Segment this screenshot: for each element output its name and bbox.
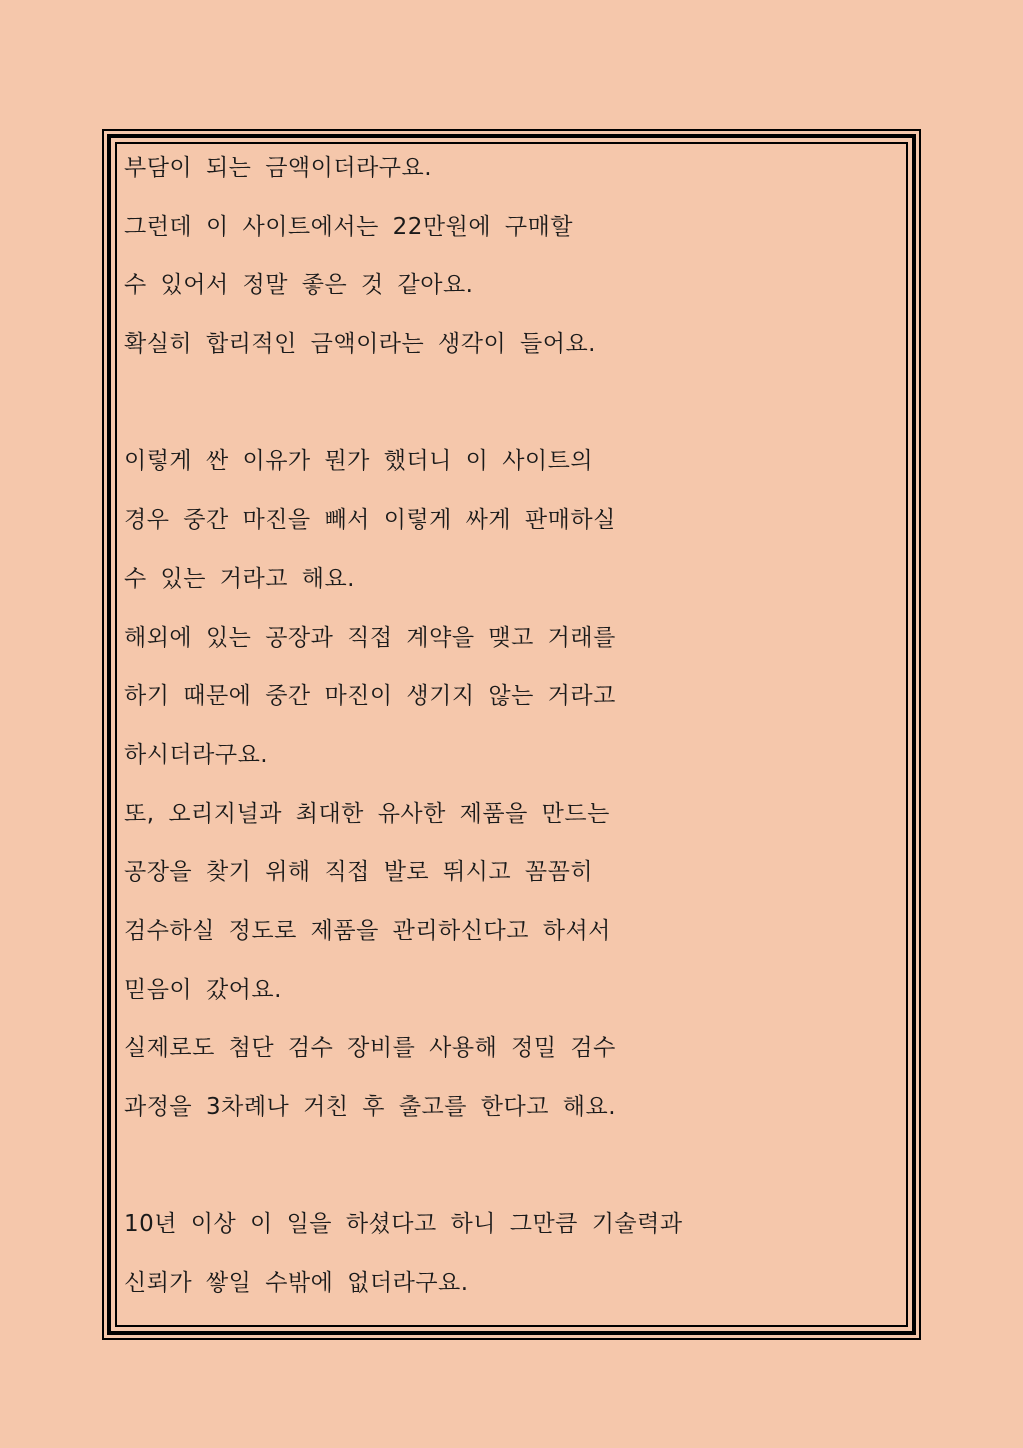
text-line: 신뢰가 쌓일 수밖에 없더라구요. <box>124 1270 469 1297</box>
document-body <box>124 139 884 1313</box>
text-line: 해외에 있는 공장과 직접 계약을 맺고 거래를 <box>124 624 616 651</box>
text-line: 10년 이상 이 일을 하셨다고 하니 그만큼 기술력과 <box>124 1211 683 1238</box>
text-line: 이렇게 싼 이유가 뭔가 했더니 이 사이트의 <box>124 448 594 475</box>
blank-line <box>124 1137 884 1196</box>
text-line: 수 있어서 정말 좋은 것 같아요. <box>124 272 474 299</box>
text-line: 또, 오리지널과 최대한 유사한 제품을 만드는 <box>124 800 610 827</box>
text-line: 부담이 되는 금액이더라구요. <box>124 155 433 181</box>
text-line: 하기 때문에 중간 마진이 생기지 않는 거라고 <box>124 683 616 710</box>
text-line: 하시더라구요. <box>124 741 269 768</box>
blank-line <box>124 374 884 433</box>
text-line: 검수하실 정도로 제품을 관리하신다고 하셔서 <box>124 917 611 944</box>
text-line: 그런데 이 사이트에서는 22만원에 구매할 <box>124 213 573 240</box>
text-line: 과정을 3차례나 거친 후 출고를 한다고 해요. <box>124 1094 617 1120</box>
text-line: 경우 중간 마진을 빼서 이렇게 싸게 판매하실 <box>124 507 616 534</box>
text-line: 믿음이 갔어요. <box>124 976 282 1003</box>
text-line: 실제로도 첨단 검수 장비를 사용해 정밀 검수 <box>124 1035 616 1062</box>
text-line: 수 있는 거라고 해요. <box>124 565 355 592</box>
text-line: 확실히 합리적인 금액이라는 생각이 들어요. <box>124 331 596 358</box>
text-line: 공장을 찾기 위해 직접 발로 뛰시고 꼼꼼히 <box>124 859 594 886</box>
